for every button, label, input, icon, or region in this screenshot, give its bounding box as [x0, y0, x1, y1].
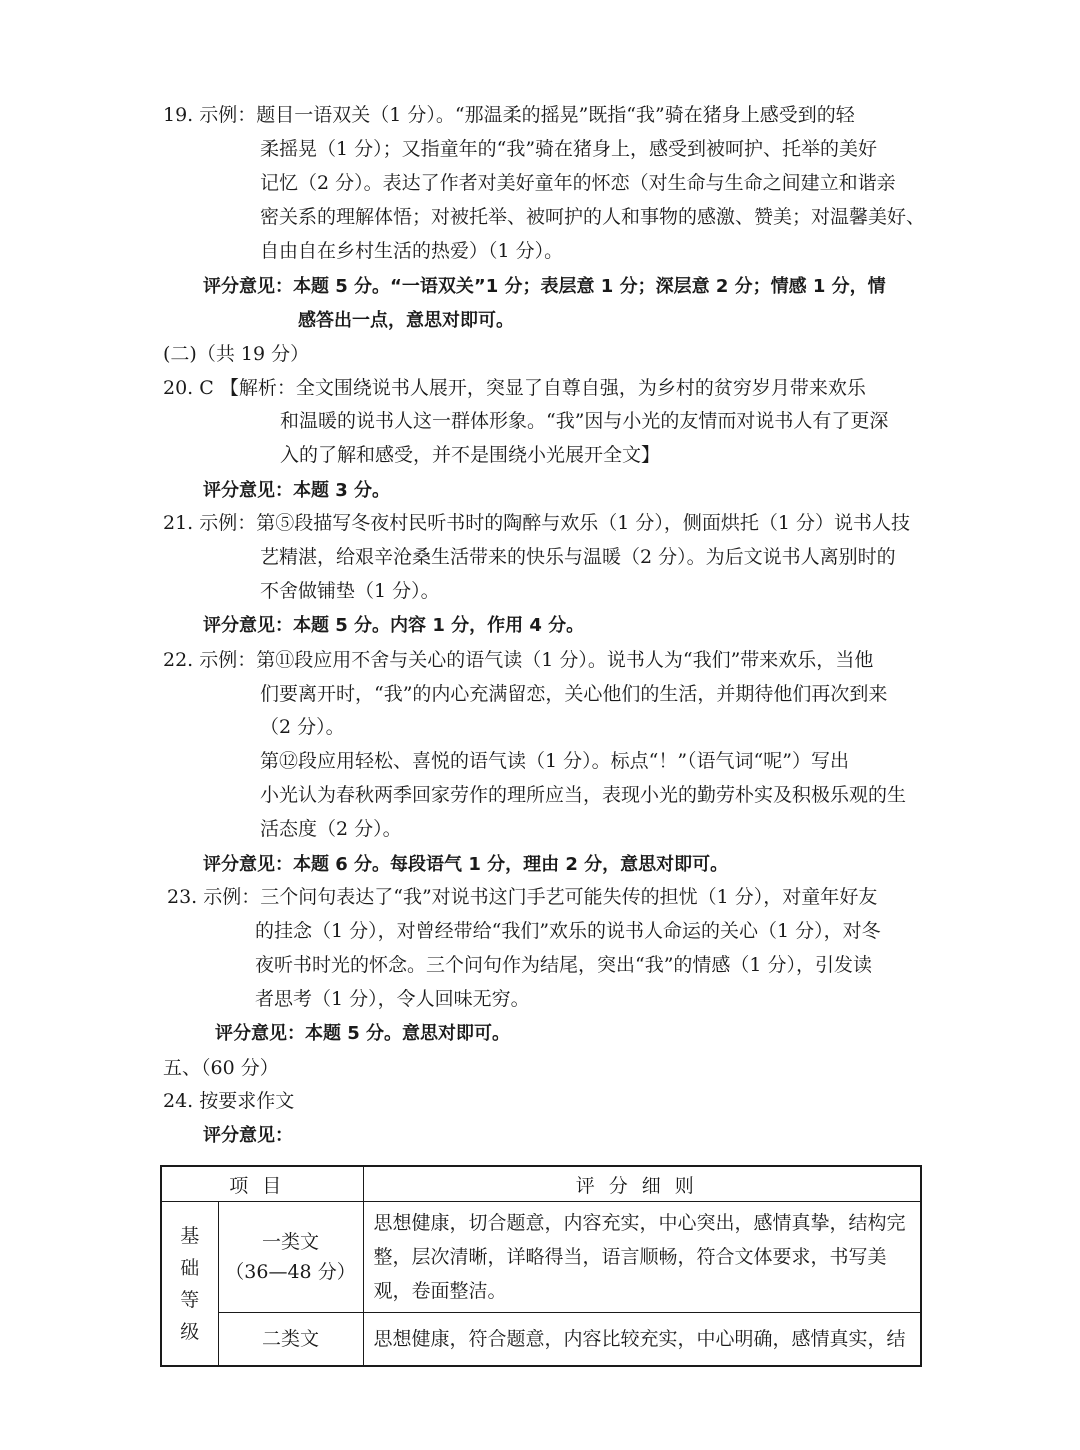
q19-score-line-2: 感答出一点，意思对即可。 — [298, 310, 514, 331]
table-row — [161, 1313, 921, 1367]
q22-line-5: 小光认为春秋两季回家劳作的理所应当，表现小光的勤劳朴实及积极乐观的生 — [260, 784, 907, 806]
q19-line-4: 密关系的理解体悟；对被托举、被呵护的人和事物的感激、赞美；对温馨美好、 — [260, 206, 926, 228]
group-label-basic-level — [161, 1202, 218, 1367]
q20-line-1: 20. C 【解析：全文围绕说书人展开，突显了自尊自强，为乡村的贫穷岁月带来欢乐 — [163, 377, 866, 399]
group-char: 基 — [180, 1224, 200, 1247]
category-range: （36—48 分） — [225, 1261, 356, 1283]
q20-score: 评分意见：本题 3 分。 — [203, 480, 391, 501]
q24-score-label: 评分意见： — [203, 1125, 293, 1146]
q22-line-2: 们要离开时，“我”的内心充满留恋，关心他们的生活，并期待他们再次到来 — [260, 683, 888, 705]
table-row — [161, 1202, 921, 1313]
section-5-heading: 五、（60 分） — [163, 1057, 279, 1079]
q23-line-4: 者思考（1 分），令人回味无穷。 — [255, 988, 530, 1010]
scoring-table — [160, 1165, 922, 1367]
q24-title: 24. 按要求作文 — [163, 1090, 295, 1112]
table-header-row — [161, 1166, 921, 1202]
q21-line-2: 艺精湛，给艰辛沧桑生活带来的快乐与温暖（2 分）。为后文说书人离别时的 — [260, 546, 896, 568]
q23-score: 评分意见：本题 5 分。意思对即可。 — [215, 1023, 511, 1044]
category-cell — [218, 1202, 363, 1313]
q19-score-line-1: 评分意见：本题 5 分。“一语双关”1 分；表层意 1 分；深层意 2 分；情感 1 分，情 — [203, 276, 886, 297]
detail-cell: 思想健康，切合题意，内容充实，中心突出，感情真挚，结构完整，层次清晰，详略得当，语言顺畅，符合文体要求，书写美观，卷面整洁。 — [363, 1202, 921, 1313]
category-cell — [218, 1313, 363, 1367]
section-2-heading: (二)（共 19 分） — [163, 343, 310, 365]
q22-line-3: （2 分）。 — [260, 716, 345, 738]
q22-line-1: 22. 示例：第⑪段应用不舍与关心的语气读（1 分）。说书人为“我们”带来欢乐，当他 — [163, 649, 874, 671]
q21-score: 评分意见：本题 5 分。内容 1 分，作用 4 分。 — [203, 615, 585, 636]
q19-line-1: 19. 示例：题目一语双关（1 分）。“那温柔的摇晃”既指“我”骑在猪身上感受到的轻 — [163, 104, 855, 126]
q23-line-1: 23. 示例：三个问句表达了“我”对说书这门手艺可能失传的担忧（1 分），对童年好友 — [167, 886, 878, 908]
q20-line-2: 和温暖的说书人这一群体形象。“我”因与小光的友情而对说书人有了更深 — [280, 410, 889, 432]
header-detail: 评分细则 — [363, 1166, 921, 1202]
q22-score: 评分意见：本题 6 分。每段语气 1 分，理由 2 分，意思对即可。 — [203, 854, 729, 875]
q19-line-5: 自由自在乡村生活的热爱）（1 分）。 — [260, 240, 564, 262]
category-name: 二类文 — [262, 1328, 320, 1350]
q21-line-1: 21. 示例：第⑤段描写冬夜村民听书时的陶醉与欢乐（1 分），侧面烘托（1 分）说书人技 — [163, 512, 911, 534]
q20-line-3: 入的了解和感受，并不是围绕小光展开全文】 — [280, 444, 661, 466]
category-name: 一类文 — [262, 1231, 320, 1253]
q19-line-2: 柔摇晃（1 分）；又指童年的“我”骑在猪身上，感受到被呵护、托举的美好 — [260, 138, 878, 160]
detail-cell: 思想健康，符合题意，内容比较充实，中心明确，感情真实，结 — [363, 1313, 921, 1367]
header-item: 项目 — [161, 1166, 363, 1202]
q23-line-2: 的挂念（1 分），对曾经带给“我们”欢乐的说书人命运的关心（1 分），对冬 — [255, 920, 881, 942]
group-char: 础 — [180, 1256, 200, 1279]
group-char: 级 — [180, 1320, 200, 1343]
q21-line-3: 不舍做铺垫（1 分）。 — [260, 580, 440, 602]
q22-line-6: 活态度（2 分）。 — [260, 818, 402, 840]
q23-line-3: 夜听书时光的怀念。三个问句作为结尾，突出“我”的情感（1 分），引发读 — [255, 954, 873, 976]
q22-line-4: 第⑫段应用轻松、喜悦的语气读（1 分）。标点“！”（语气词“呢”）写出 — [260, 750, 849, 772]
group-char: 等 — [180, 1288, 200, 1311]
q19-line-3: 记忆（2 分）。表达了作者对美好童年的怀恋（对生命与生命之间建立和谐亲 — [260, 172, 896, 194]
